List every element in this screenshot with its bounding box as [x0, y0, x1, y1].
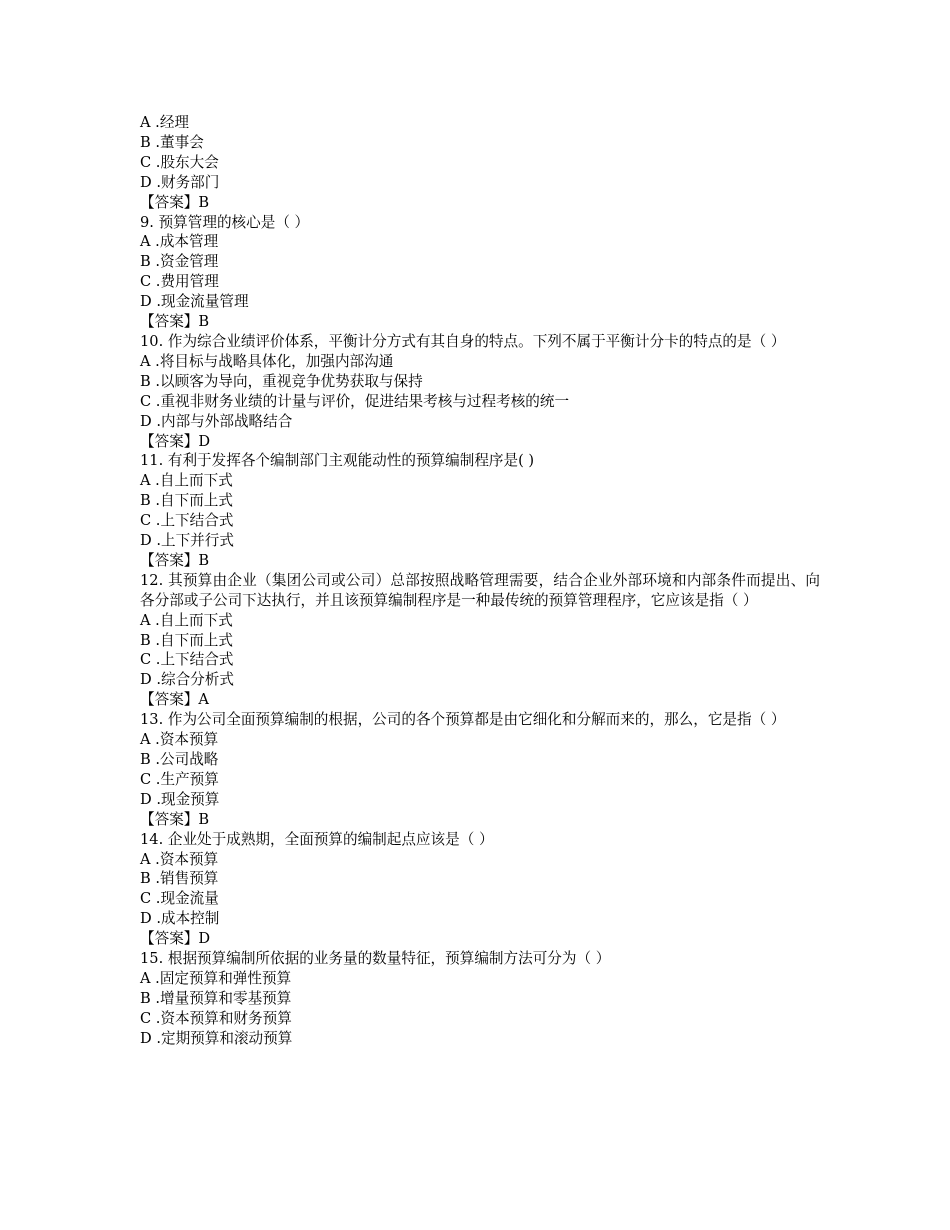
answer-line: 【答案】B	[140, 810, 210, 828]
option-line: B .公司战略	[140, 751, 219, 768]
option-line: B .增量预算和零基预算	[140, 989, 292, 1007]
option-line: C .资本预算和财务预算	[140, 1009, 292, 1027]
option-line: D .上下并行式	[140, 532, 234, 550]
option-line: B .自下而上式	[140, 492, 233, 510]
option-line: A .自上而下式	[140, 611, 233, 629]
option-line: C .费用管理	[140, 273, 219, 291]
option-line: D .现金流量管理	[140, 293, 249, 311]
option-line: A .自上而下式	[140, 472, 233, 490]
question-block	[140, 710, 820, 829]
option-line: A .成本管理	[140, 233, 219, 251]
option-line: B .资金管理	[140, 253, 219, 271]
option-line: D .现金预算	[140, 790, 220, 808]
question-text: 9. 预算管理的核心是（ ）	[140, 213, 310, 231]
question-block	[140, 213, 820, 332]
answer-line: 【答案】D	[140, 432, 211, 450]
question-block	[140, 451, 820, 570]
question-text: 14. 企业处于成熟期，全面预算的编制起点应该是（ ）	[140, 830, 494, 848]
option-line: B .董事会	[140, 133, 204, 151]
question-block	[140, 332, 820, 451]
option-line: C .生产预算	[140, 770, 219, 788]
question-text: 13. 作为公司全面预算编制的根据，公司的各个预算都是由它细化和分解而来的，那么，它是指（ ）	[140, 711, 786, 729]
option-line: A .固定预算和弹性预算	[140, 969, 292, 987]
option-line: D .综合分析式	[140, 671, 234, 689]
question-text: 12. 其预算由企业（集团公司或公司）总部按照战略管理需要，结合企业外部环境和内部条件而提出、向各分部或子公司下达执行，并且该预算编制程序是一种最传统的预算管理程序，它应该是指（ ）	[140, 571, 820, 609]
option-line: D .成本控制	[140, 910, 220, 928]
option-line: A .资本预算	[140, 850, 219, 868]
option-line: C .股东大会	[140, 153, 219, 171]
question-block	[140, 949, 820, 1049]
question-block	[140, 830, 820, 949]
question-text: 11. 有利于发挥各个编制部门主观能动性的预算编制程序是( )	[140, 452, 535, 470]
answer-line: 【答案】A	[140, 691, 209, 709]
option-line: A .将目标与战略具体化，加强内部沟通	[140, 352, 394, 370]
option-line: C .重视非财务业绩的计量与评价，促进结果考核与过程考核的统一	[140, 392, 570, 410]
answer-line: 【答案】D	[140, 930, 211, 948]
question-block	[140, 571, 820, 710]
option-line: C .上下结合式	[140, 512, 234, 530]
answer-line: 【答案】B	[140, 551, 210, 569]
option-line: C .现金流量	[140, 890, 219, 908]
question-list	[140, 113, 820, 1049]
question-text: 10. 作为综合业绩评价体系，平衡计分方式有其自身的特点。下列不属于平衡计分卡的特点的是（ ）	[140, 332, 786, 350]
option-line: B .自下而上式	[140, 631, 233, 649]
question-block	[140, 113, 820, 213]
answer-line: 【答案】B	[140, 313, 210, 331]
option-line: A .经理	[140, 114, 190, 131]
answer-line: 【答案】B	[140, 193, 210, 211]
option-line: D .内部与外部战略结合	[140, 412, 293, 430]
option-line: B .以顾客为导向，重视竞争优势获取与保持	[140, 372, 423, 390]
option-line: D .定期预算和滚动预算	[140, 1029, 293, 1047]
option-line: B .销售预算	[140, 870, 219, 888]
option-line: D .财务部门	[140, 173, 220, 191]
option-line: A .资本预算	[140, 731, 219, 749]
question-text: 15. 根据预算编制所依据的业务量的数量特征，预算编制方法可分为（ ）	[140, 950, 611, 968]
option-line: C .上下结合式	[140, 651, 234, 669]
